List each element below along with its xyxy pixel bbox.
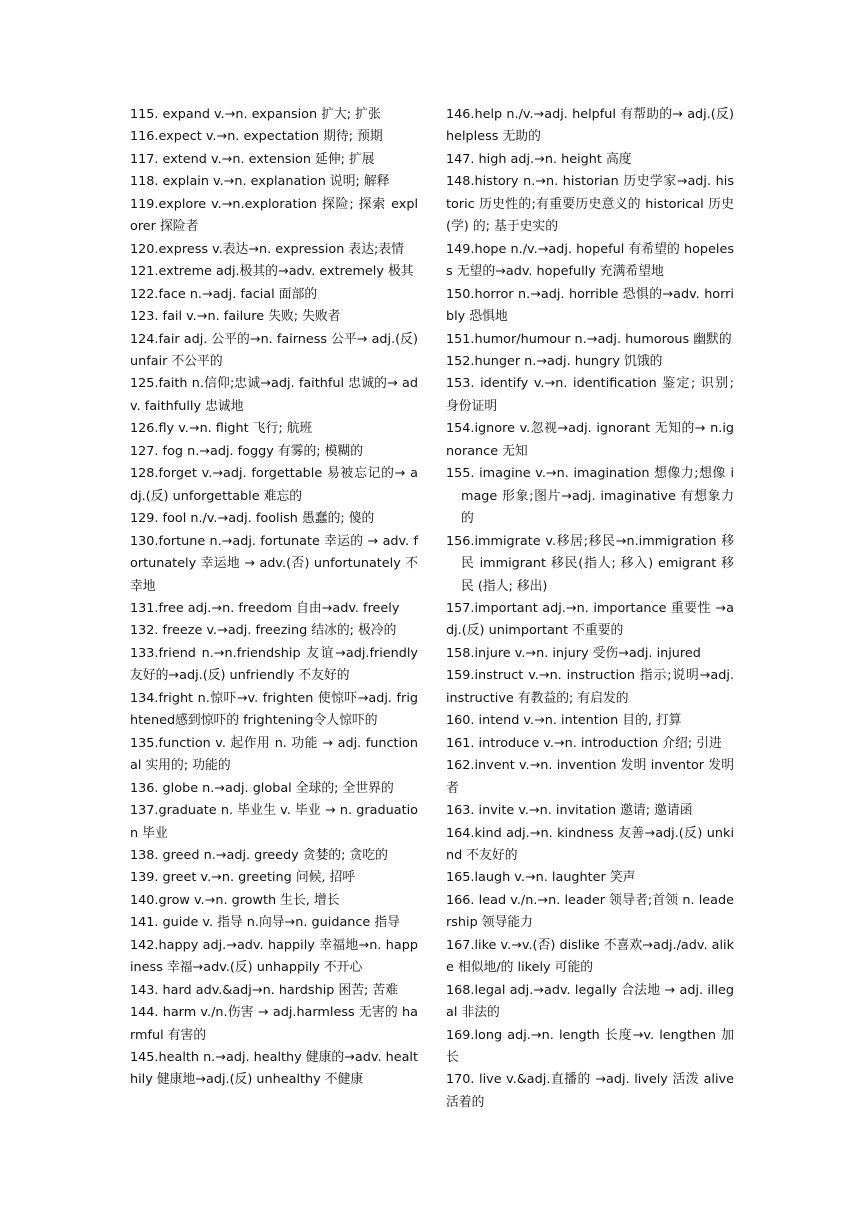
vocab-entry-152: 152.hunger n.→adj. hungry 饥饿的 (446, 353, 663, 369)
vocab-entry-151: 151.humor/humour n.→adj. humorous 幽默的 (446, 331, 732, 347)
vocab-entry-143: 143. hard adv.&adj→n. hardship 困苦; 苦难 (130, 982, 399, 998)
vocab-entry-146: 146.help n./v.→adj. helpful 有帮助的→ adj.(反) helpless 无助的 (446, 107, 734, 145)
right-column (446, 104, 734, 1114)
vocab-entry-116: 116.expect v.→n. expectation 期待; 预期 (130, 129, 383, 145)
vocab-entry-121: 121.extreme adj.极其的→adv. extremely 极其 (130, 264, 414, 280)
vocab-entry-134: 134.fright n.惊吓→v. frighten 使惊吓→adj. frightened感到惊吓的 frightening令人惊吓的 (130, 690, 418, 729)
vocab-entry-170: 170. live v.&adj.直播的 →adj. lively 活泼 alive 活着的 (446, 1072, 734, 1110)
vocab-entry-156: 156.immigrate v.移居;移民→n.immigration 移民 immigrant 移民(指人; 移入) emigrant 移民 (指人; 移出) (446, 533, 734, 594)
vocab-entry-168: 168.legal adj.→adv. legally 合法地 → adj. illegal 非法的 (446, 982, 734, 1021)
vocab-entry-139: 139. greet v.→n. greeting 问候, 招呼 (130, 870, 356, 886)
vocab-entry-136: 136. globe n.→adj. global 全球的; 全世界的 (130, 780, 394, 796)
vocab-entry-140: 140.grow v.→n. growth 生长, 增长 (130, 892, 340, 908)
vocab-entry-163: 163. invite v.→n. invitation 邀请; 邀请函 (446, 803, 693, 819)
vocab-entry-138: 138. greed n.→adj. greedy 贪婪的; 贪吃的 (130, 847, 388, 863)
vocab-entry-127: 127. fog n.→adj. foggy 有雾的; 模糊的 (130, 443, 364, 459)
vocab-entry-161: 161. introduce v.→n. introduction 介绍; 引进 (446, 735, 722, 751)
vocab-entry-157: 157.important adj.→n. importance 重要性 →adj.(反) unimportant 不重要的 (446, 600, 734, 639)
vocab-entry-119: 119.explore v.→n.exploration 探险; 探索 explorer 探险者 (130, 196, 418, 235)
vocab-entry-147: 147. high adj.→n. height 高度 (446, 151, 632, 167)
vocab-entry-118: 118. explain v.→n. explanation 说明; 解释 (130, 174, 390, 190)
vocab-entry-124: 124.fair adj. 公平的→n. fairness 公平→ adj.(反) unfair 不公平的 (130, 331, 418, 369)
vocab-entry-115: 115. expand v.→n. expansion 扩大; 扩张 (130, 107, 381, 122)
vocab-entry-160: 160. intend v.→n. intention 目的, 打算 (446, 713, 682, 729)
vocab-entry-120: 120.express v.表达→n. expression 表达;表情 (130, 241, 404, 257)
vocab-entry-165: 165.laugh v.→n. laughter 笑声 (446, 870, 636, 886)
vocab-entry-145: 145.health n.→adj. healthy 健康的→adv. healthily 健康地→adj.(反) unhealthy 不健康 (130, 1050, 418, 1088)
vocab-entry-169: 169.long adj.→n. length 长度→v. lengthen 加长 (446, 1027, 734, 1066)
vocab-entry-144: 144. harm v./n.伤害 → adj.harmless 无害的 harmful 有害的 (130, 1005, 418, 1043)
vocab-entry-135: 135.function v. 起作用 n. 功能 → adj. functional 实用的; 功能的 (130, 735, 418, 774)
vocab-entry-153: 153. identify v.→n. identification 鉴定; 识别; 身份证明 (446, 376, 734, 414)
vocab-entry-164: 164.kind adj.→n. kindness 友善→adj.(反) unkind 不友好的 (446, 825, 734, 863)
vocab-entry-137: 137.graduate n. 毕业生 v. 毕业 → n. graduation 毕业 (130, 803, 418, 841)
vocab-entry-150: 150.horror n.→adj. horrible 恐惧的→adv. horribly 恐惧地 (446, 286, 734, 325)
vocab-entry-159: 159.instruct v.→n. instruction 指示;说明→adj. instructive 有教益的; 有启发的 (446, 668, 734, 706)
vocab-entry-131: 131.free adj.→n. freedom 自由→adv. freely (130, 600, 400, 616)
vocab-entry-148: 148.history n.→n. historian 历史学家→adj. historic 历史性的;有重要历史意义的 historical 历史 (学) 的; 基于史实的 (446, 174, 734, 235)
vocab-entry-166: 166. lead v./n.→n. leader 领导者;首领 n. leadership 领导能力 (446, 892, 734, 931)
vocab-entry-155: 155. imagine v.→n. imagination 想像力;想像 image 形象;图片→adj. imaginative 有想象力的 (446, 466, 734, 527)
vocab-entry-162: 162.invent v.→n. invention 发明 inventor 发明者 (446, 758, 734, 796)
vocab-entry-126: 126.fly v.→n. flight 飞行; 航班 (130, 421, 313, 437)
vocab-entry-142: 142.happy adj.→adv. happily 幸福地→n. happiness 幸福→adv.(反) unhappily 不开心 (130, 937, 418, 976)
vocab-entry-149: 149.hope n./v.→adj. hopeful 有希望的 hopeless 无望的→adv. hopefully 充满希望地 (446, 241, 734, 280)
vocab-entry-117: 117. extend v.→n. extension 延伸; 扩展 (130, 151, 375, 167)
left-column (130, 104, 418, 1092)
vocab-entry-133: 133.friend n.→n.friendship 友谊→adj.friendly 友好的→adj.(反) unfriendly 不友好的 (130, 645, 418, 684)
vocab-entry-154: 154.ignore v.忽视→adj. ignorant 无知的→ n.ignorance 无知 (446, 421, 734, 459)
vocab-entry-123: 123. fail v.→n. failure 失败; 失败者 (130, 309, 341, 325)
vocab-entry-125: 125.faith n.信仰;忠诚→adj. faithful 忠诚的→ adv. faithfully 忠诚地 (130, 376, 418, 414)
vocab-entry-130: 130.fortune n.→adj. fortunate 幸运的 → adv. fortunately 幸运地 → adv.(否) unfortunately 不幸地 (130, 533, 418, 594)
vocab-entry-129: 129. fool n./v.→adj. foolish 愚蠢的; 傻的 (130, 511, 375, 527)
vocab-entry-122: 122.face n.→adj. facial 面部的 (130, 286, 318, 302)
vocab-entry-128: 128.forget v.→adj. forgettable 易被忘记的→ adj.(反) unforgettable 难忘的 (130, 466, 418, 504)
vocab-entry-132: 132. freeze v.→adj. freezing 结冰的; 极冷的 (130, 623, 397, 639)
vocab-entry-158: 158.injure v.→n. injury 受伤→adj. injured (446, 645, 701, 661)
vocab-entry-141: 141. guide v. 指导 n.向导→n. guidance 指导 (130, 915, 400, 931)
vocab-entry-167: 167.like v.→v.(否) dislike 不喜欢→adj./adv. alike 相似地/的 likely 可能的 (446, 937, 734, 976)
